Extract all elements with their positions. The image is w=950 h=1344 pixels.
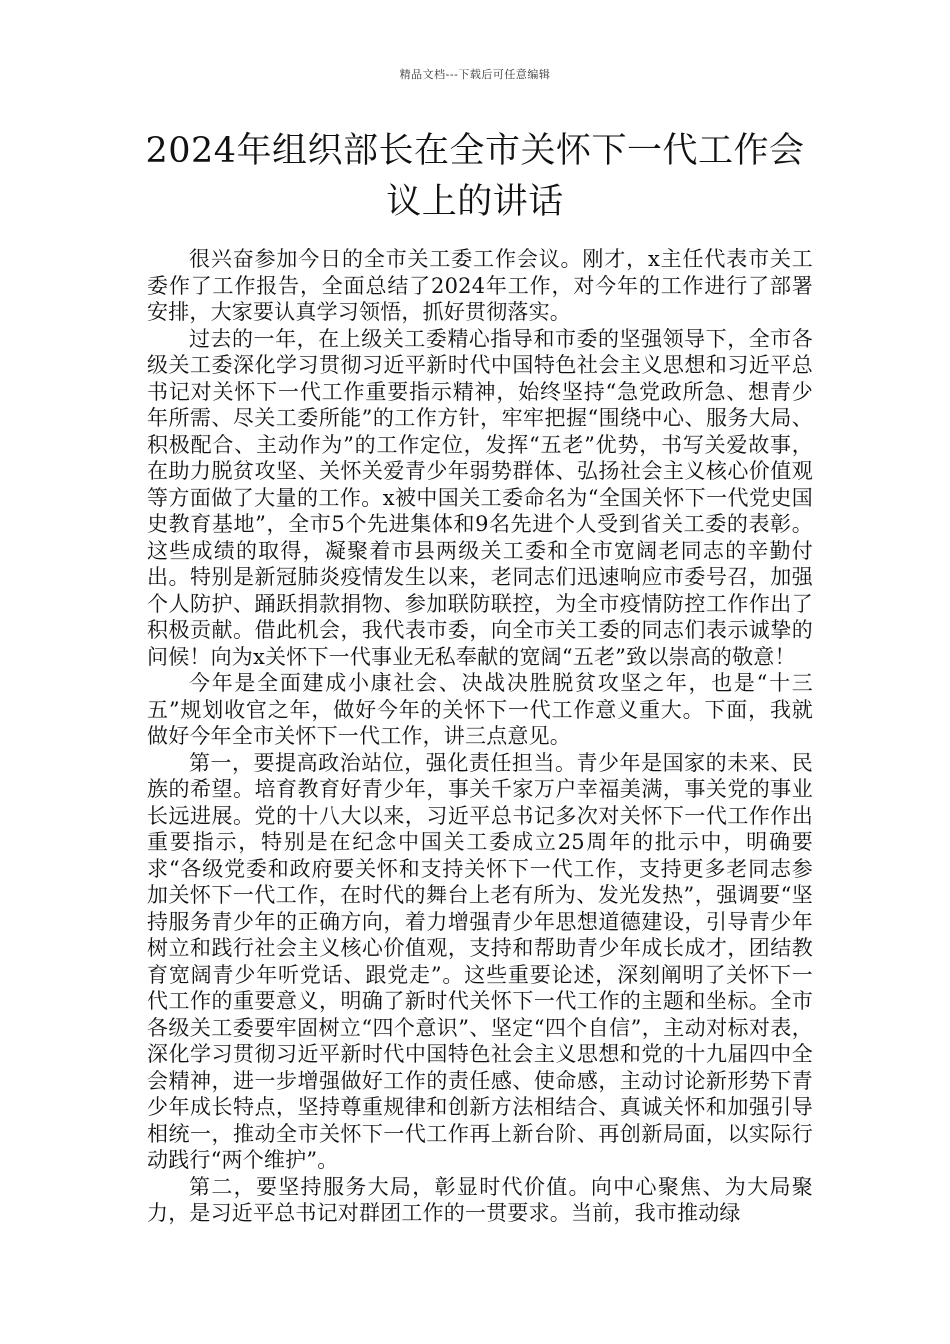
document-body — [147, 246, 813, 1227]
paragraph-3: 今年是全面建成小康社会、决战决胜脱贫攻坚之年，也是“十三五”规划收官之年，做好今年的关怀下一代工作意义重大。下面，我就做好今年全市关怀下一代工作，讲三点意见。 — [147, 671, 813, 748]
paragraph-2: 过去的一年，在上级关工委精心指导和市委的坚强领导下，全市各级关工委深化学习贯彻习近平新时代中国特色社会主义思想和习近平总书记对关怀下一代工作重要指示精神，始终坚持“急党政所急、想青少年所需、尽关工委所能”的工作方针，牢牢把握“围绕中心、服务大局、积极配合、主动作为”的工作定位，发挥“五老”优势，书写关爱故事，在助力脱贫攻坚、关怀关爱青少年弱势群体、弘扬社会主义核心价值观等方面做了大量的工作。x被中国关工委命名为“全国关怀下一代党史国史教育基地”，全市5个先进集体和9名先进个人受到省关工委的表彰。这些成绩的取得，凝聚着市县两级关工委和全市宽阔老同志的辛勤付出。特别是新冠肺炎疫情发生以来，老同志们迅速响应市委号召，加强个人防护、踊跃捐款捐物、参加联防联控，为全市疫情防控工作作出了积极贡献。借此机会，我代表市委，向全市关工委的同志们表示诚挚的问候！向为x关怀下一代事业无私奉献的宽阔“五老”致以崇高的敬意！ — [147, 326, 813, 669]
document-title: 2024年组织部长在全市关怀下一代工作会议上的讲话 — [145, 131, 805, 222]
paragraph-4: 第一，要提高政治站位，强化责任担当。青少年是国家的未来、民族的希望。培育教育好青少年，事关千家万户幸福美满，事关党的事业长远进展。党的十八大以来，习近平总书记多次对关怀下一代工作作出重要指示，特别是在纪念中国关工委成立25周年的批示中，明确要求“各级党委和政府要关怀和支持关怀下一代工作，支持更多老同志参加关怀下一代工作，在时代的舞台上老有所为、发光发热”，强调要“坚持服务青少年的正确方向，着力增强青少年思想道德建设，引导青少年树立和践行社会主义核心价值观，支持和帮助青少年成长成才，团结教育宽阔青少年听党话、跟党走”。这些重要论述，深刻阐明了关怀下一代工作的重要意义，明确了新时代关怀下一代工作的主题和坐标。全市各级关工委要牢固树立“四个意识”、坚定“四个自信”，主动对标对表，深化学习贯彻习近平新时代中国特色社会主义思想和党的十九届四中全会精神，进一步增强做好工作的责任感、使命感，主动讨论新形势下青少年成长特点，坚持尊重规律和创新方法相结合、真诚关怀和加强引导相统一，推动全市关怀下一代工作再上新台阶、再创新局面，以实际行动践行“两个维护”。 — [147, 750, 813, 1172]
paragraph-1: 很兴奋参加今日的全市关工委工作会议。刚才，x主任代表市关工委作了工作报告，全面总结了2024年工作，对今年的工作进行了部署安排，大家要认真学习领悟，抓好贯彻落实。 — [147, 247, 813, 324]
page-header: 精品文档---下载后可任意编辑 — [399, 68, 551, 81]
paragraph-5: 第二，要坚持服务大局，彰显时代价值。向中心聚焦、为大局聚力，是习近平总书记对群团工作的一贯要求。当前，我市推动绿 — [147, 1174, 813, 1225]
